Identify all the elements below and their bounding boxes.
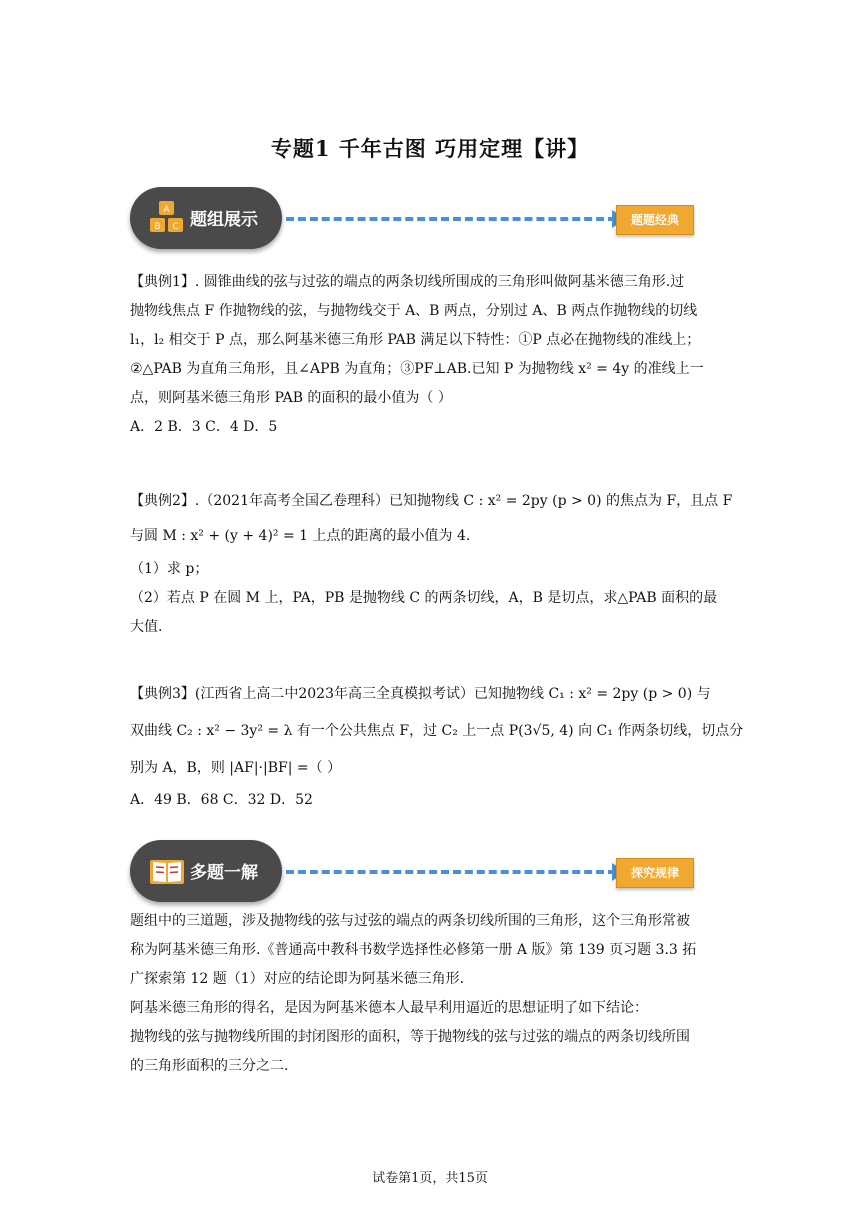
text-line: 点，则阿基米德三角形 PAB 的面积的最小值为（ ） bbox=[130, 390, 452, 406]
banner-label: 题组展示 bbox=[190, 210, 258, 230]
text-line: 【典例3】(江西省上高二中2023年高三全真模拟考试）已知抛物线 C₁ : x² = 2py (p > 0) 与 bbox=[130, 686, 711, 702]
svg-text:B: B bbox=[154, 222, 161, 232]
method-analysis bbox=[130, 907, 734, 1081]
text-line: 【典例2】.（2021年高考全国乙卷理科）已知抛物线 C : x² = 2py (p > 0) 的焦点为 F，且点 F bbox=[130, 493, 733, 509]
text-line: 题组中的三道题，涉及抛物线的弦与过弦的端点的两条切线所围的三角形，这个三角形常被 bbox=[130, 913, 690, 929]
text-line: 抛物线的弦与抛物线所围的封闭图形的面积，等于抛物线的弦与过弦的端点的两条切线所围 bbox=[130, 1029, 690, 1045]
page-title: 专题1 千年古图 巧用定理【讲】 bbox=[270, 136, 590, 161]
text-line: 广探索第 12 题（1）对应的结论即为阿基米德三角形. bbox=[130, 971, 465, 987]
text-line: （1）求 p； bbox=[130, 561, 209, 577]
text-line: 【典例1】. 圆锥曲线的弦与过弦的端点的两条切线所围成的三角形叫做阿基米德三角形.过 bbox=[130, 274, 685, 290]
dashed-arrow-line bbox=[286, 217, 616, 221]
answer-options: A．49 B．68 C．32 D．52 bbox=[130, 792, 313, 808]
abc-blocks-icon bbox=[148, 199, 186, 237]
section-banner-group bbox=[130, 187, 700, 253]
text-line: （2）若点 P 在圆 M 上，PA，PB 是抛物线 C 的两条切线，A，B 是切点，求△PAB 面积的最 bbox=[130, 590, 718, 606]
banner-tag: 探究规律 bbox=[616, 858, 694, 888]
banner-pill bbox=[130, 187, 282, 249]
example-2 bbox=[130, 485, 734, 642]
text-line: 别为 A，B，则 |AF|·|BF| =（ ） bbox=[130, 760, 342, 776]
svg-text:A: A bbox=[163, 205, 170, 215]
text-line: 与圆 M : x² + (y + 4)² = 1 上点的距离的最小值为 4. bbox=[130, 528, 471, 544]
banner-tag: 题题经典 bbox=[616, 205, 694, 235]
section-banner-method bbox=[130, 840, 700, 906]
text-line: ②△PAB 为直角三角形，且∠APB 为直角；③PF⊥AB.已知 P 为抛物线 x² = 4y 的准线上一 bbox=[130, 361, 704, 377]
text-line: 抛物线焦点 F 作抛物线的弦，与抛物线交于 A、B 两点，分别过 A、B 两点作抛物线的切线 bbox=[130, 303, 698, 319]
svg-text:C: C bbox=[172, 222, 179, 232]
text-line: 大值. bbox=[130, 619, 163, 635]
open-book-icon bbox=[148, 852, 186, 890]
example-1 bbox=[130, 268, 734, 442]
text-line: 的三角形面积的三分之二. bbox=[130, 1058, 289, 1074]
text-line: 阿基米德三角形的得名，是因为阿基米德本人最早利用逼近的思想证明了如下结论： bbox=[130, 1000, 648, 1016]
text-line: 双曲线 C₂ : x² − 3y² = λ 有一个公共焦点 F，过 C₂ 上一点 P(3√5, 4) 向 C₁ 作两条切线，切点分 bbox=[130, 723, 744, 739]
page-footer: 试卷第1页，共15页 bbox=[372, 1171, 488, 1186]
dashed-arrow-line bbox=[286, 870, 616, 874]
text-line: l₁，l₂ 相交于 P 点，那么阿基米德三角形 PAB 满足以下特性：①P 点必在抛物线的准线上； bbox=[130, 332, 701, 348]
text-line: 称为阿基米德三角形.《普通高中教科书数学选择性必修第一册 A 版》第 139 页习题 3.3 拓 bbox=[130, 942, 697, 958]
example-3 bbox=[130, 676, 744, 815]
answer-options: A．2 B．3 C．4 D．5 bbox=[130, 419, 278, 435]
banner-label: 多题一解 bbox=[190, 863, 258, 883]
banner-pill bbox=[130, 840, 282, 902]
